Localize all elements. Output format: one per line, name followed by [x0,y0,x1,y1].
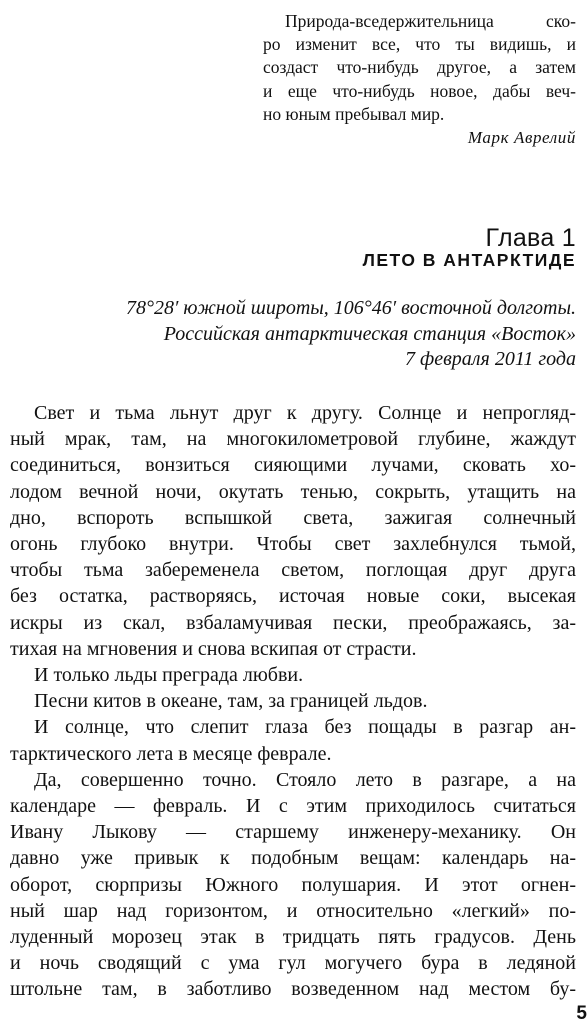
epigraph-line: создаст что-нибудь другое, а затем [263,57,576,78]
text-line: луденный морозец этак в тридцать пять градусов. День [10,926,576,949]
text-line: соединиться, вонзиться сияющими лучами, сковать хо- [10,454,576,477]
coordinates-line: 78°28′ южной широты, 106°46′ восточной долготы. [125,297,576,319]
text-line: И только льды преграда любви. [34,664,304,687]
text-line: без остатка, растворяясь, источая новые соки, высекая [10,585,576,608]
text-line: Да, совершенно точно. Стояло лето в разгаре, а на [34,768,576,791]
chapter-title: Глава 1 [485,224,576,252]
date-line: 7 февраля 2011 года [405,348,576,370]
page-number: 5 [576,1003,587,1024]
text-line: штольне там, в заботливо возведенном над местом бу- [10,978,576,1001]
epigraph-line: но юным пребывал мир. [263,103,445,124]
text-line: календаре — февраль. И с этим приходилось считаться [10,795,576,818]
text-line: лодом вечной ночи, окутать тенью, сокрыть, утащить на [10,480,576,503]
station-line: Российская антарктическая станция «Восток» [163,322,576,345]
text-line: дно, вспороть вспышкой света, зажигая солнечный [10,506,576,529]
epigraph-line: Природа-вседержительница ско- [285,11,576,31]
epigraph-line: ро изменит все, что ты видишь, и [263,34,576,55]
text-line: оборот, сюрпризы Южного полушария. И этот огнен- [10,873,576,896]
text-line: ный шар над горизонтом, и относительно «легкий» по- [10,899,576,922]
text-line: ный мрак, там, на многокилометровой глубине, жаждут [10,428,576,451]
text-line: Свет и тьма льнут друг к другу. Солнце и непрогляд- [34,402,576,424]
body-text [10,400,576,1003]
text-line: искры из скал, взбаламучивая пески, преображаясь, за- [10,611,576,634]
text-line: тарктического лета в месяце феврале. [10,742,332,765]
text-line: огонь глубоко внутри. Чтобы свет захлебнулся тьмой, [10,533,576,556]
text-line: тихая на мгновения и снова вскипая от страсти. [10,637,417,660]
text-line: Песни китов в океане, там, за границей льдов. [34,690,428,713]
text-line: и ночь сводящий с ума гул могучего бура в ледяной [10,952,576,975]
text-line: чтобы тьма забеременела светом, поглощая друг друга [10,559,576,582]
epigraph-author: Марк Аврелий [467,128,576,147]
epigraph-line: и еще что-нибудь новое, дабы веч- [263,80,576,101]
place-date-block [126,296,576,373]
text-line: И солнце, что слепит глаза без пощады в разгар ан- [34,716,576,739]
chapter-subtitle: ЛЕТО В АНТАРКТИДЕ [362,250,576,270]
text-line: давно уже привык к подобным вещам: календарь на- [10,847,576,870]
text-line: Ивану Лыкову — старшему инженеру-механику. Он [10,821,576,844]
epigraph [263,10,576,126]
